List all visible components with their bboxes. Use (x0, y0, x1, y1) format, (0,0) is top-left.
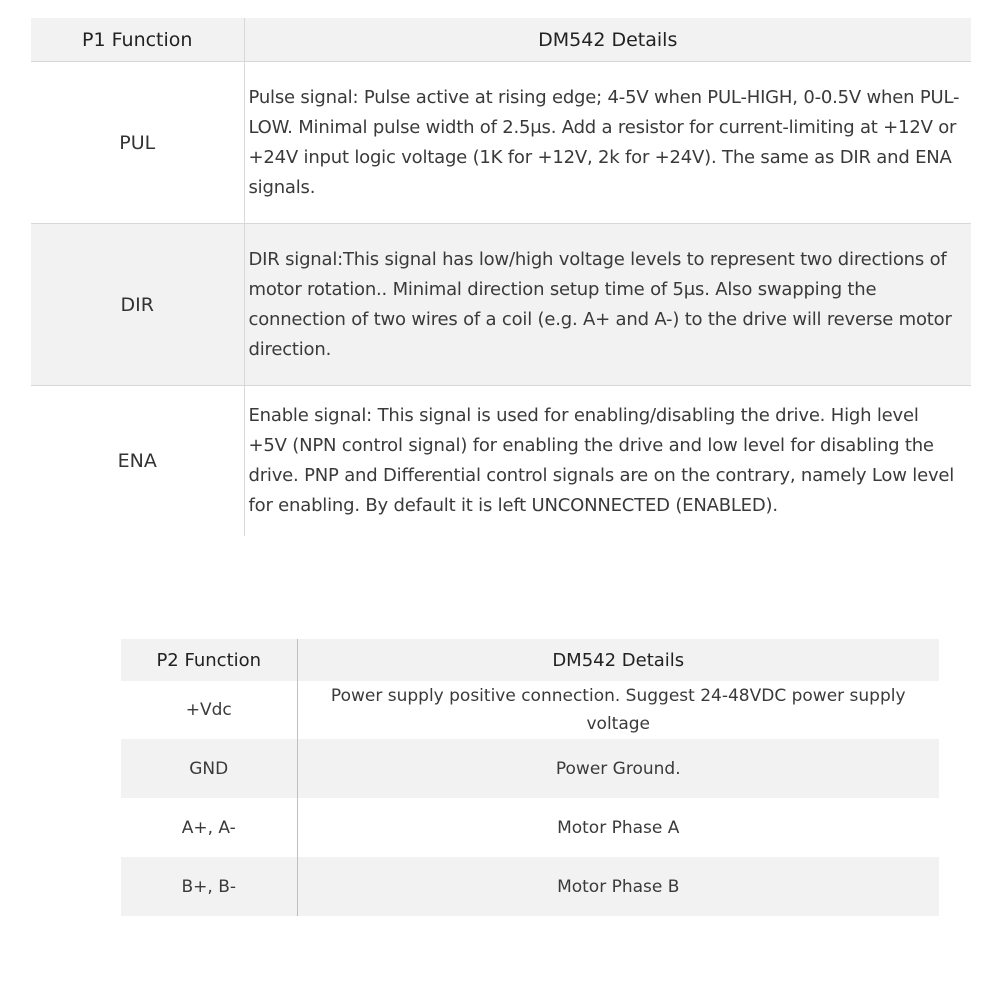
table-row (31, 62, 971, 224)
table-row (31, 386, 971, 537)
p1-function-table (31, 18, 971, 536)
p2-function-cell: +Vdc (121, 681, 297, 739)
p1-details-header: DM542 Details (244, 18, 971, 62)
p2-details-cell: Power supply positive connection. Suggest 24-48VDC power supply voltage (330, 686, 906, 734)
p2-function-cell: GND (121, 739, 297, 798)
p2-details-header: DM542 Details (297, 639, 939, 681)
p1-header-row (31, 18, 971, 62)
p2-details-cell: Power Ground. (297, 739, 939, 798)
p2-function-header: P2 Function (121, 639, 297, 681)
p2-header-row (121, 639, 939, 681)
p1-details-cell: Enable signal: This signal is used for enabling/disabling the drive. High level +5V (NPN control signal) for enabling the drive and low level for disabling the drive. PNP and Differential control signals are on the contrary, namely Low level for enabling. By default it is left UNCONNECTED (ENABLED). (248, 405, 955, 516)
p1-function-cell: PUL (31, 62, 244, 224)
table-row (121, 798, 939, 857)
p1-details-cell: DIR signal:This signal has low/high voltage levels to represent two directions of motor rotation.. Minimal direction setup time of 5μs. Also swapping the connection of two wires of a coil (e.g. A+ and A-) to the drive will reverse motor direction. (244, 224, 971, 386)
table-row (121, 739, 939, 798)
p1-function-cell: DIR (31, 224, 244, 386)
p1-function-header: P1 Function (31, 18, 244, 62)
p2-function-table (121, 639, 939, 916)
p2-details-cell: Motor Phase A (557, 817, 680, 838)
p1-details-cell: Pulse signal: Pulse active at rising edge; 4-5V when PUL-HIGH, 0-0.5V when PUL-LOW. Minimal pulse width of 2.5μs. Add a resistor for current-limiting at +12V or +24V input logic voltage (1K for +12V, 2k for +24V). The same as DIR and ENA signals. (244, 62, 971, 224)
p2-details-cell: Motor Phase B (297, 857, 939, 916)
p2-function-cell: B+, B- (121, 857, 297, 916)
p1-function-cell: ENA (31, 386, 244, 537)
table-row (31, 224, 971, 386)
table-row (121, 857, 939, 916)
p2-function-cell: A+, A- (121, 798, 297, 857)
table-row (121, 681, 939, 739)
